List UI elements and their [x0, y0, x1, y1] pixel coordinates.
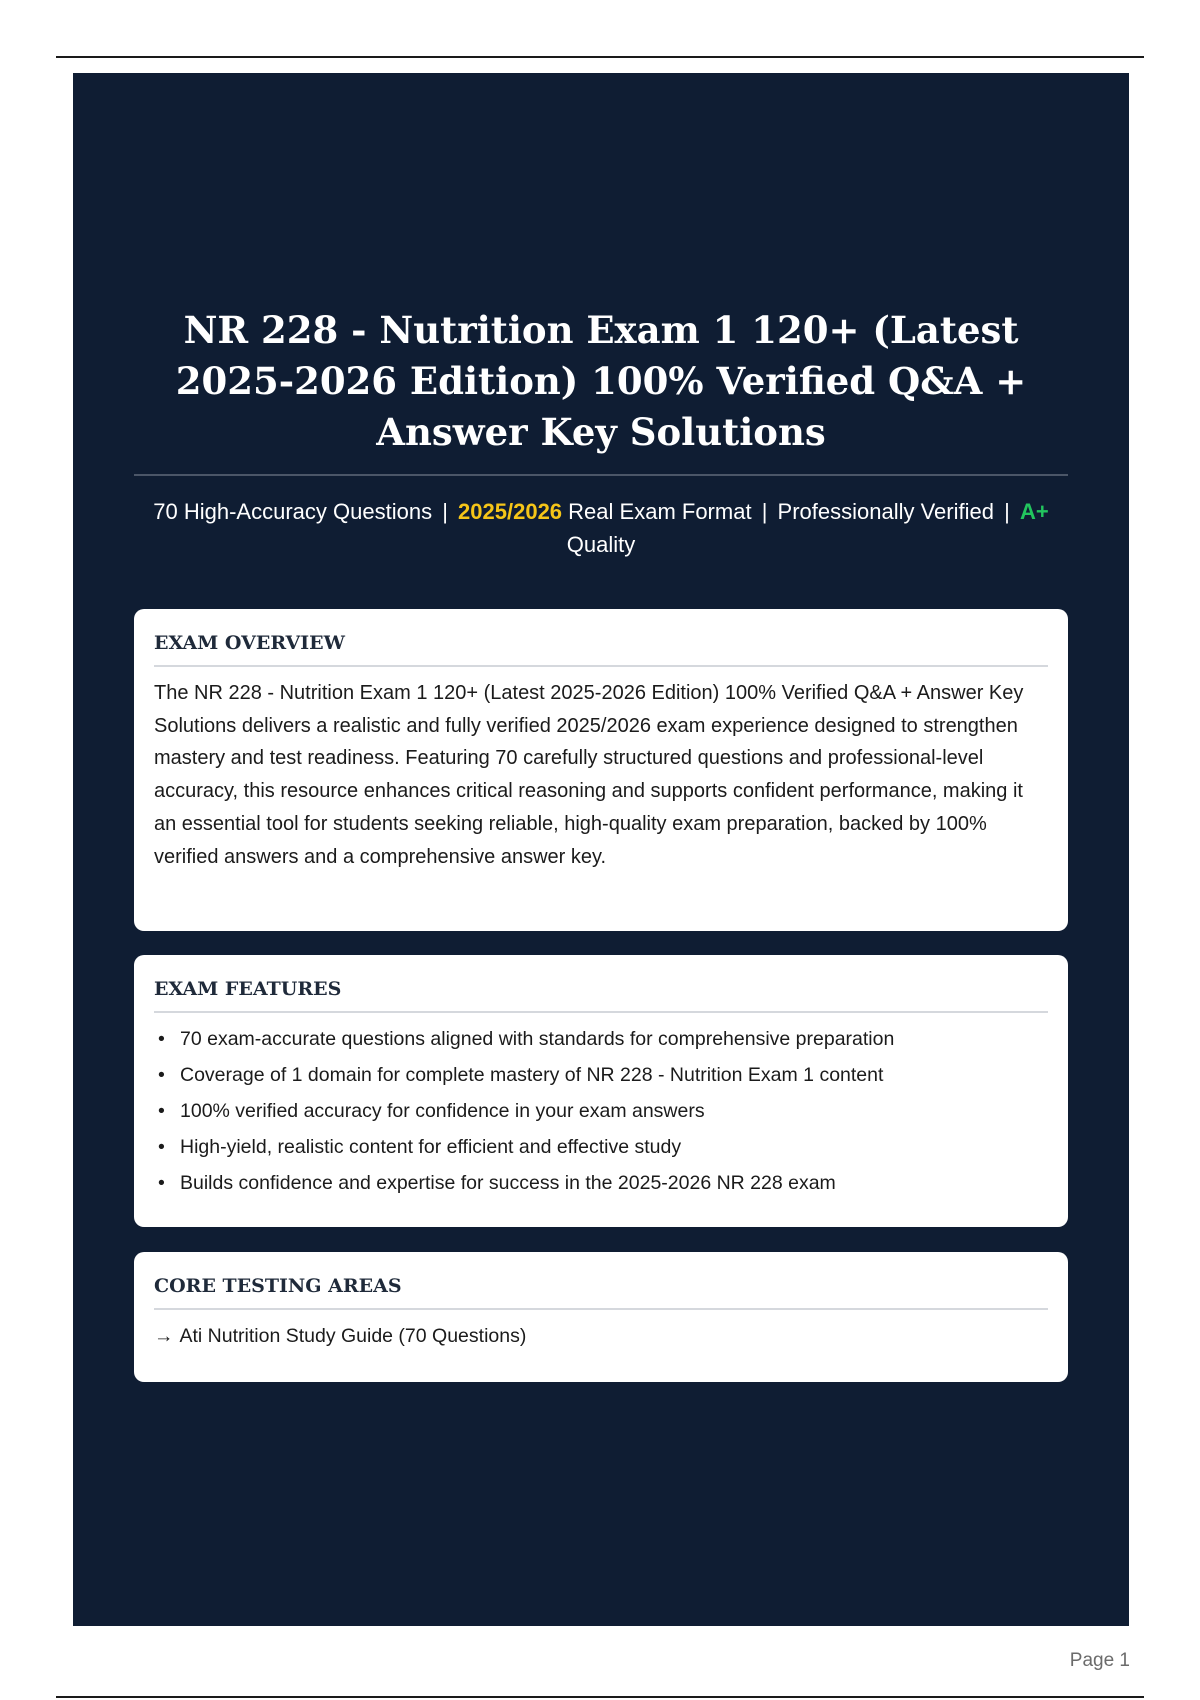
- overview-card: [134, 609, 1068, 931]
- feature-text: 100% verified accuracy for confidence in your exam answers: [180, 1100, 705, 1122]
- bullet-icon: •: [158, 1028, 165, 1050]
- cover-panel: [73, 73, 1129, 1626]
- features-divider: [154, 1011, 1048, 1013]
- subtitle-grade: A+: [1019, 499, 1049, 524]
- subtitle-format: Real Exam Format: [568, 499, 752, 524]
- bullet-icon: •: [158, 1172, 165, 1194]
- subtitle-separator: |: [761, 499, 768, 524]
- list-item: [154, 1318, 1048, 1354]
- list-item: [154, 1057, 1048, 1093]
- top-rule: [56, 56, 1144, 58]
- subtitle-questions: 70 High-Accuracy Questions: [153, 499, 433, 524]
- bullet-icon: •: [158, 1136, 165, 1158]
- overview-heading: EXAM OVERVIEW: [154, 632, 345, 654]
- list-item: [154, 1165, 1048, 1201]
- feature-text: Coverage of 1 domain for complete mastery of NR 228 - Nutrition Exam 1 content: [180, 1064, 884, 1086]
- list-item: [154, 1021, 1048, 1057]
- subtitle-separator: |: [442, 499, 448, 524]
- core-areas-card: [134, 1252, 1068, 1382]
- feature-text: 70 exam-accurate questions aligned with standards for comprehensive preparation: [180, 1028, 895, 1050]
- features-card: [134, 955, 1068, 1227]
- core-area-text: Ati Nutrition Study Guide (70 Questions): [179, 1325, 527, 1347]
- core-areas-heading: CORE TESTING AREAS: [154, 1275, 402, 1297]
- subtitle-separator: |: [1004, 499, 1010, 524]
- subtitle-year: 2025/2026: [458, 499, 563, 524]
- document-title: NR 228 - Nutrition Exam 1 120+ (Latest 2025-2026 Edition) 100% Verified Q&A + Answer Key Solutions: [175, 308, 1027, 454]
- list-item: [154, 1093, 1048, 1129]
- bullet-icon: •: [158, 1064, 165, 1086]
- subtitle-verified: Professionally Verified: [777, 499, 994, 524]
- features-heading: EXAM FEATURES: [154, 978, 342, 1000]
- title-divider: [134, 474, 1068, 476]
- subtitle-quality: Quality: [566, 532, 636, 557]
- overview-divider: [154, 665, 1048, 667]
- feature-text: High-yield, realistic content for efficient and effective study: [180, 1136, 682, 1158]
- features-list: [154, 1021, 1048, 1201]
- page-number: Page 1: [1069, 1650, 1130, 1671]
- overview-body: The NR 228 - Nutrition Exam 1 120+ (Latest 2025-2026 Edition) 100% Verified Q&A + Answer Key Solutions delivers a realistic and fully verified 2025/2026 exam experience designed to strengthen mastery and test readiness. Featuring 70 carefully structured questions and professional-level accuracy, this resource enhances critical reasoning and supports confident performance, making it an essential tool for students seeking reliable, high-quality exam preparation, backed by 100% verified answers and a comprehensive answer key.: [154, 682, 1024, 868]
- list-item: [154, 1129, 1048, 1165]
- bottom-rule: [56, 1696, 1144, 1698]
- feature-text: Builds confidence and expertise for success in the 2025-2026 NR 228 exam: [180, 1172, 836, 1194]
- subtitle: [133, 495, 1069, 561]
- bullet-icon: •: [158, 1100, 165, 1122]
- core-areas-divider: [154, 1308, 1048, 1310]
- arrow-right-icon: →: [154, 1325, 174, 1347]
